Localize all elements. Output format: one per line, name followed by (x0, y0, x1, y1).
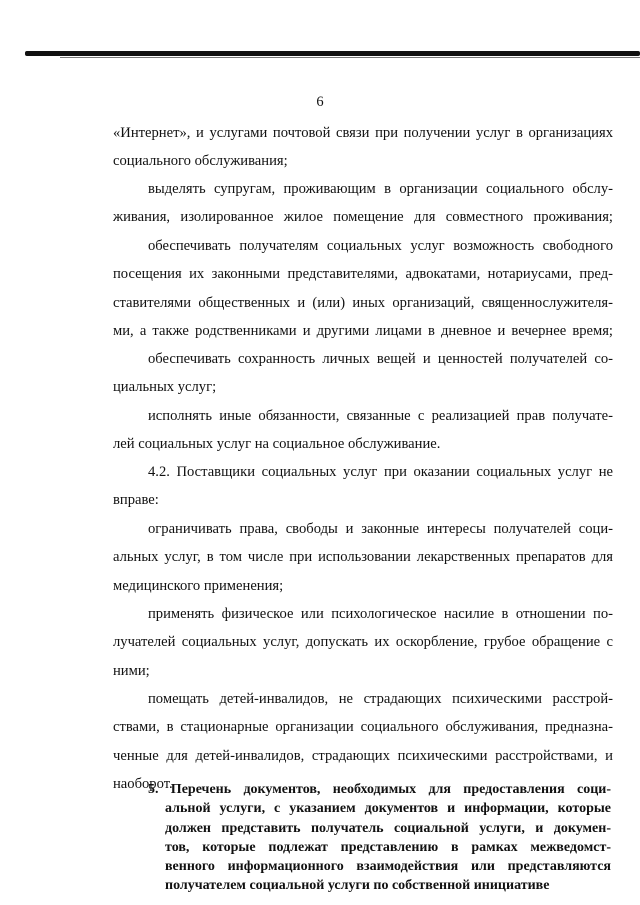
paragraph-belongings-safety (113, 345, 613, 402)
paragraph-free-visits (113, 232, 613, 345)
text-line: живания, изолированное жилое помещение для совместного проживания; (113, 209, 613, 226)
text-line: циальных услуг; (113, 379, 217, 396)
paragraph-restrict-rights (113, 515, 613, 600)
text-line: применять физическое или психологическое насилие в отношении по- (148, 606, 613, 622)
paragraph-spouses-housing (113, 175, 613, 232)
text-line: социального обслуживания; (113, 153, 288, 170)
text-line: ми, а также родственниками и другими лицами в дневное и вечернее время; (113, 322, 613, 339)
text-line: ченные для детей-инвалидов, страдающих психическими расстройствами, и (113, 747, 613, 764)
heading-line: альной услуги, с указанием документов и информации, которые (165, 801, 611, 817)
text-line: обеспечивать получателям социальных услуг возможность свободного (148, 238, 613, 254)
paragraph-internet-services (113, 119, 613, 176)
text-line: ними; (113, 662, 150, 679)
paragraph-other-duties (113, 402, 613, 459)
paragraph-violence (113, 600, 613, 685)
text-line: ставителями общественных и (или) иных организаций, священнослужителя- (113, 294, 613, 311)
text-line: помещать детей-инвалидов, не страдающих психическими расстрой- (148, 691, 613, 707)
text-line: посещения их законными представителями, адвокатами, нотариусами, пред- (113, 266, 613, 283)
text-line: лучателей социальных услуг, допускать их оскорбление, грубое обращение с (113, 634, 613, 651)
page-number: 6 (316, 94, 324, 110)
header-rule (25, 51, 640, 56)
text-line: медицинского применения; (113, 577, 284, 594)
text-line: альных услуг, в том числе при использовании лекарственных препаратов для (113, 549, 613, 566)
heading-line: должен представить получатель социальной услуги, и докумен- (165, 820, 611, 836)
text-line: выделять супругам, проживающим в организации социального обслу- (148, 181, 613, 197)
heading-line: 5. Перечень документов, необходимых для предоставления соци- (148, 782, 611, 797)
paragraph-4-2-restrictions (113, 458, 613, 515)
text-line: «Интернет», и услугами почтовой связи при получении услуг в организациях (113, 125, 613, 141)
text-line: лей социальных услуг на социальное обслуживание. (113, 436, 441, 453)
text-line: ствами, в стационарные организации социального обслуживания, предназна- (113, 719, 613, 736)
section-5-heading (148, 780, 611, 896)
text-line: обеспечивать сохранность личных вещей и ценностей получателей со- (148, 351, 613, 367)
text-line: наоборот. (113, 775, 173, 792)
text-line: ограничивать права, свободы и законные интересы получателей соци- (148, 521, 613, 537)
heading-line: венного информационного взаимодействия или представляются (165, 859, 611, 875)
text-line: исполнять иные обязанности, связанные с реализацией прав получате- (148, 408, 613, 424)
text-line: вправе: (113, 492, 159, 509)
heading-line: тов, которые подлежат представлению в рамках межведомст- (165, 839, 611, 855)
header-rule-shadow (60, 57, 640, 58)
text-line: 4.2. Поставщики социальных услуг при оказании социальных услуг не (148, 464, 613, 480)
heading-line: получателем социальной услуги по собственной инициативе (165, 878, 550, 894)
